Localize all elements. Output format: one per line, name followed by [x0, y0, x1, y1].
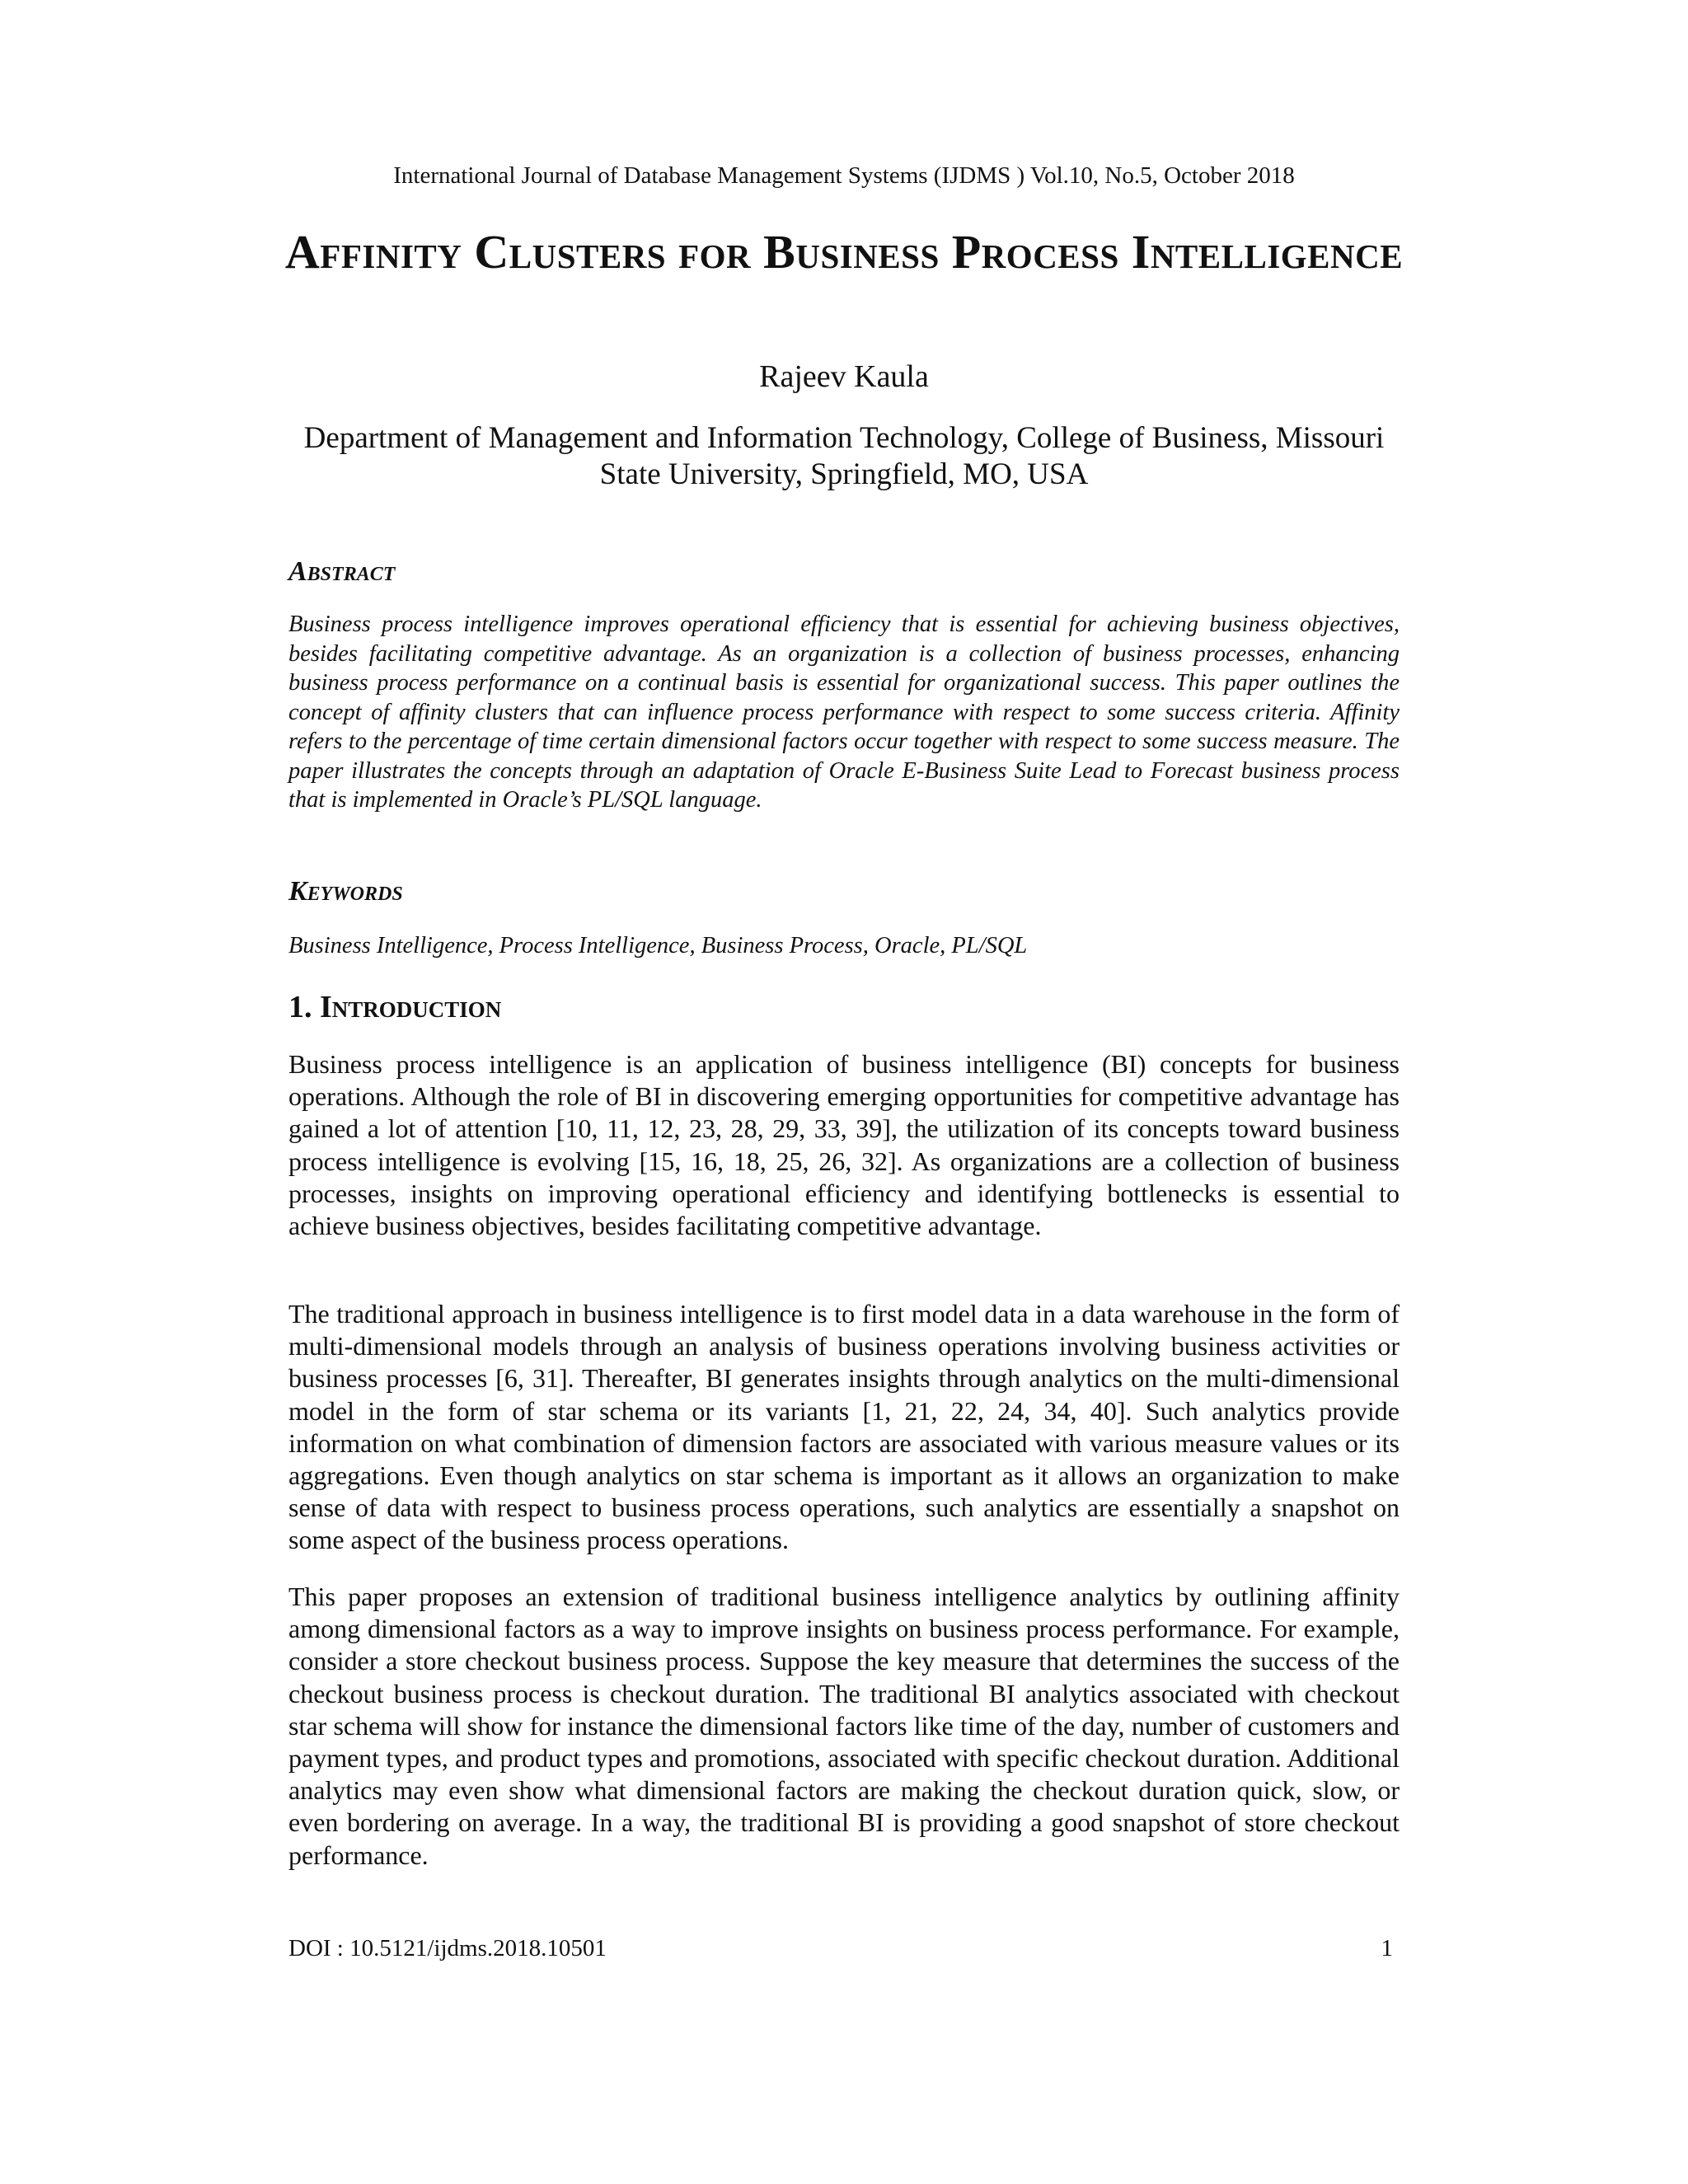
footer-page-number: 1 [1381, 1935, 1393, 1961]
keywords-text: Business Intelligence, Process Intelligence, Business Process, Oracle, PL/SQL [288, 933, 1028, 958]
journal-running-header: International Journal of Database Management Systems (IJDMS ) Vol.10, No.5, October 2018 [393, 162, 1295, 189]
introduction-heading: 1. Introduction [288, 990, 502, 1024]
introduction-paragraph-2: The traditional approach in business intelligence is to first model data in a data warehouse in the form of multi-dimensional models through an analysis of business operations involving business activities or business processes [6, 31]. Thereafter, BI generates insights through analytics on the multi-dimensional model in the form of star schema or its variants [1, 21, 22, 24, 34, 40]. Such analytics provide information on what combination of dimension factors are associated with various measure values or its aggregations. Even though analytics on star schema is important as it allows an organization to make sense of data with respect to business process operations, such analytics are essentially a snapshot on some aspect of the business process operations. [288, 1299, 1400, 1555]
introduction-paragraph-3: This paper proposes an extension of traditional business intelligence analytics by outlining affinity among dimensional factors as a way to improve insights on business process performance. For example, consider a store checkout business process. Suppose the key measure that determines the success of the checkout business process is checkout duration. The traditional BI analytics associated with checkout star schema will show for instance the dimensional factors like time of the day, number of customers and payment types, and product types and promotions, associated with specific checkout duration. Additional analytics may even show what dimensional factors are making the checkout duration quick, slow, or even bordering on average. In a way, the traditional BI is providing a good snapshot of store checkout performance. [288, 1582, 1400, 1870]
author-name: Rajeev Kaula [759, 359, 929, 394]
abstract-text: Business process intelligence improves operational efficiency that is essential for achieving business objectives, besides facilitating competitive advantage. As an organization is a collection of business processes, enhancing business process performance on a continual basis is essential for organizational success. This paper outlines the concept of affinity clusters that can influence process performance with respect to some success criteria. Affinity refers to the percentage of time certain dimensional factors occur together with respect to some success measure. The paper illustrates the concepts through an adaptation of Oracle E-Business Suite Lead to Forecast business process that is implemented in Oracle’s PL/SQL language. [288, 612, 1400, 813]
introduction-paragraph-1: Business process intelligence is an application of business intelligence (BI) concepts for business operations. Although the role of BI in discovering emerging opportunities for competitive advantage has gained a lot of attention [10, 11, 12, 23, 28, 29, 33, 39], the utilization of its concepts toward business process intelligence is evolving [15, 16, 18, 25, 26, 32]. As organizations are a collection of business processes, insights on improving operational efficiency and identifying bottlenecks is essential to achieve business objectives, besides facilitating competitive advantage. [288, 1049, 1400, 1241]
footer-doi: DOI : 10.5121/ijdms.2018.10501 [288, 1935, 607, 1961]
author-affiliation: Department of Management and Information Technology, College of Business, Missouri State University, Springfield, MO, USA [303, 421, 1385, 491]
abstract-heading: Abstract [288, 556, 396, 587]
paper-title: Affinity Clusters for Business Process Intelligence [284, 225, 1404, 279]
keywords-heading: Keywords [288, 876, 403, 907]
